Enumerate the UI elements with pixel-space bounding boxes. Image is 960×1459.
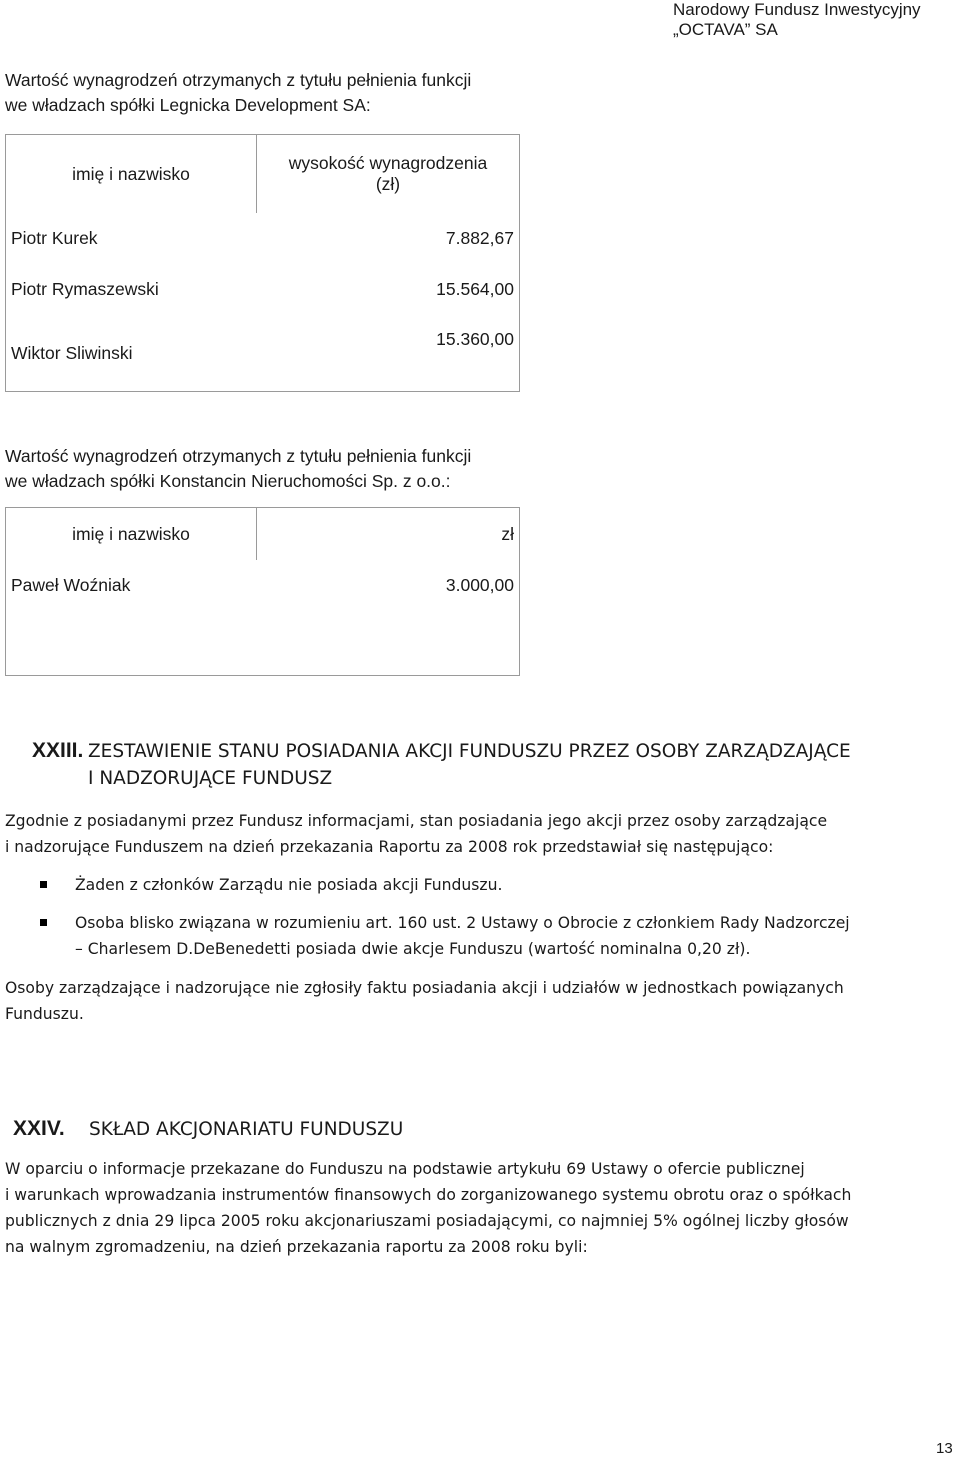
bullet-text: Żaden z członków Zarządu nie posiada akcji Funduszu. xyxy=(75,876,503,894)
section-xxiii-title-line2: I NADZORUJĄCE FUNDUSZ xyxy=(88,768,333,789)
row-name: Paweł Woźniak xyxy=(6,560,257,676)
row-name: Piotr Rymaszewski xyxy=(6,264,257,315)
square-bullet-icon xyxy=(40,919,47,926)
row-value: 15.360,00 xyxy=(257,315,520,392)
section-xxiii-heading xyxy=(32,739,851,763)
row-value: 15.564,00 xyxy=(257,264,520,315)
paragraph-line: Osoby zarządzające i nadzorujące nie zgłosiły faktu posiadania akcji i udziałów w jednostkach powiązanych xyxy=(5,979,844,997)
section-xxiii-title-line1: ZESTAWIENIE STANU POSIADANIA AKCJI FUNDUSZU PRZEZ OSOBY ZARZĄDZAJĄCE xyxy=(88,741,851,762)
row-name: Wiktor Sliwinski xyxy=(6,315,257,392)
konstancin-intro xyxy=(5,444,960,494)
legnicka-intro-line1: Wartość wynagrodzeń otrzymanych z tytułu pełnienia funkcji xyxy=(5,70,472,90)
table-row xyxy=(6,315,520,392)
section-xxiii-paragraph-1 xyxy=(5,808,960,860)
header-name: imię i nazwisko xyxy=(6,135,257,214)
paragraph-line: Funduszu. xyxy=(5,1005,84,1023)
section-xxiii-paragraph-2 xyxy=(5,975,960,1027)
paragraph-line: na walnym zgromadzeniu, na dzień przekazania raportu za 2008 roku byli: xyxy=(5,1238,588,1256)
paragraph-line: i nadzorujące Funduszem na dzień przekazania Raportu za 2008 rok przedstawiał się następująco: xyxy=(5,838,774,856)
legnicka-intro xyxy=(5,68,960,118)
table-header-row xyxy=(6,508,520,561)
table-row xyxy=(6,264,520,315)
konstancin-intro-line1: Wartość wynagrodzeń otrzymanych z tytułu pełnienia funkcji xyxy=(5,446,472,466)
bullet-text xyxy=(75,910,960,962)
bullet-item xyxy=(40,910,960,962)
page-header: Narodowy Fundusz Inwestycyjny „OCTAVA” SA xyxy=(673,0,921,39)
row-value: 7.882,67 xyxy=(257,213,520,264)
section-xxiii-number: XXIII. xyxy=(32,739,84,762)
konstancin-intro-line2: we władzach spółki Konstancin Nieruchomości Sp. z o.o.: xyxy=(5,471,451,491)
section-xxiv-title: SKŁAD AKCJONARIATU FUNDUSZU xyxy=(89,1119,404,1140)
header-amount-line1: wysokość wynagrodzenia xyxy=(288,153,488,173)
bullet-text-line1: Osoba blisko związana w rozumieniu art. 160 ust. 2 Ustawy o Obrocie z członkiem Rady Nadzorczej xyxy=(75,914,850,932)
paragraph-line: i warunkach wprowadzania instrumentów finansowych do zorganizowanego systemu obrotu oraz o spółkach xyxy=(5,1186,852,1204)
page-number: 13 xyxy=(936,1440,953,1457)
square-bullet-icon xyxy=(40,881,47,888)
paragraph-line: W oparciu o informacje przekazane do Funduszu na podstawie artykułu 69 Ustawy o ofercie publicznej xyxy=(5,1160,805,1178)
table-row xyxy=(6,213,520,264)
konstancin-remuneration-table xyxy=(5,507,520,676)
section-xxiv-heading xyxy=(13,1117,403,1141)
section-xxiv-paragraph xyxy=(5,1156,960,1260)
header-name: imię i nazwisko xyxy=(6,508,257,561)
paragraph-line: publicznych z dnia 29 lipca 2005 roku akcjonariuszami posiadającymi, co najmniej 5% ogólnej liczby głosów xyxy=(5,1212,849,1230)
row-value: 3.000,00 xyxy=(257,560,520,676)
section-xxiv-number: XXIV. xyxy=(13,1117,65,1140)
legnicka-intro-line2: we władzach spółki Legnicka Development SA: xyxy=(5,95,371,115)
legnicka-remuneration-table xyxy=(5,134,520,392)
header-amount-line2: (zł) xyxy=(375,174,401,194)
bullet-text-line2: – Charlesem D.DeBenedetti posiada dwie akcje Funduszu (wartość nominalna 0,20 zł). xyxy=(75,940,751,958)
header-amount: zł xyxy=(257,508,520,561)
paragraph-line: Zgodnie z posiadanymi przez Fundusz informacjami, stan posiadania jego akcji przez osoby zarządzające xyxy=(5,812,828,830)
table-header-row xyxy=(6,135,520,214)
table-row xyxy=(6,560,520,676)
header-amount xyxy=(257,135,520,214)
row-name: Piotr Kurek xyxy=(6,213,257,264)
bullet-item xyxy=(40,872,960,898)
